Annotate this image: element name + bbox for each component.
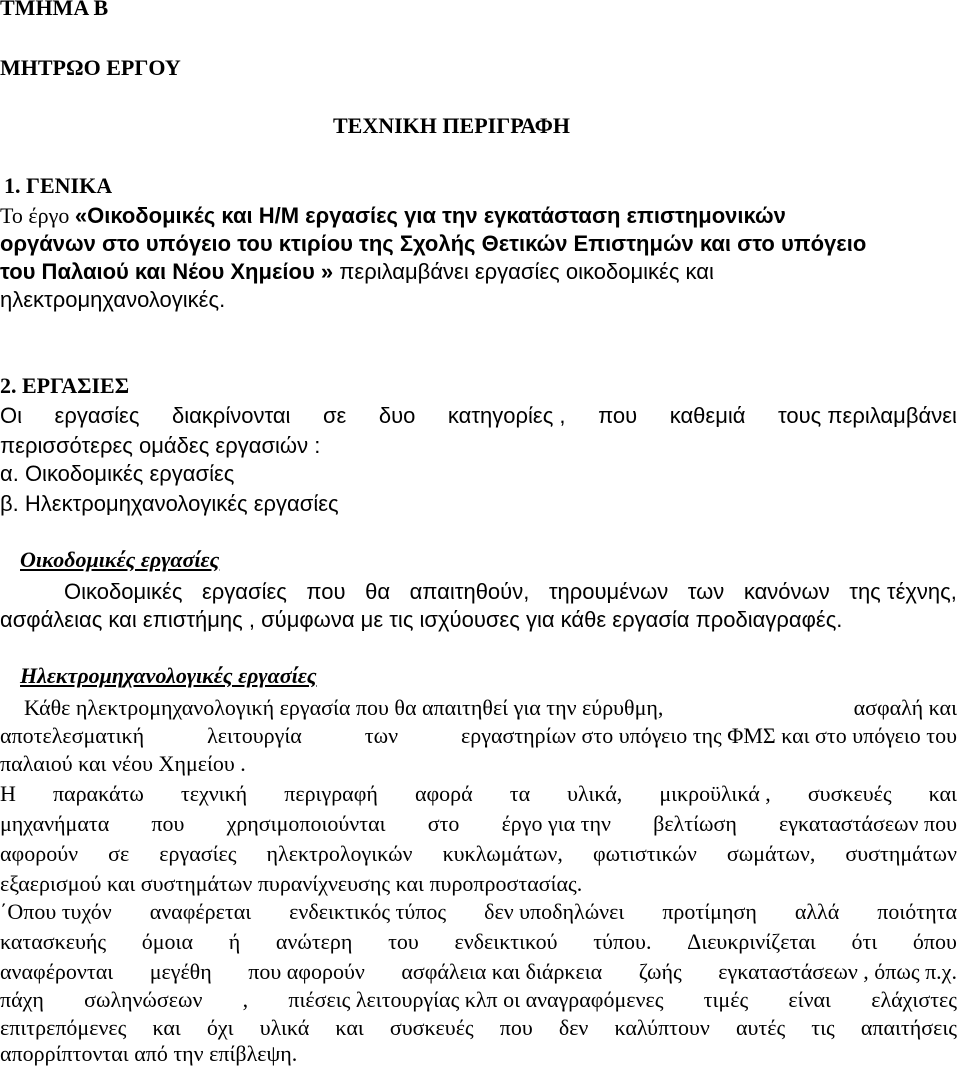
works-heading: 2. ΕΡΓΑΣΙΕΣ bbox=[0, 373, 130, 398]
word: όπου bbox=[912, 929, 957, 954]
word: συστημάτων bbox=[845, 841, 957, 866]
word: αυτές bbox=[735, 1015, 786, 1040]
word: του bbox=[388, 929, 419, 954]
word: τους περιλαμβάνει bbox=[778, 403, 957, 428]
em-p1-line-2 bbox=[0, 722, 957, 750]
word: που bbox=[499, 1015, 533, 1040]
word: όχι bbox=[206, 1015, 234, 1040]
word: εργασίες bbox=[201, 579, 287, 604]
word: ασφαλή και bbox=[853, 695, 957, 720]
word: ελάχιστες bbox=[871, 987, 957, 1012]
word: ενδεικτικός τύπος bbox=[289, 899, 447, 924]
word: είναι bbox=[788, 987, 831, 1012]
word: αναφέρονται bbox=[0, 959, 114, 984]
word: μικροϋλικά , bbox=[659, 781, 771, 806]
project-name-part-1: «Οικοδομικές και Η/Μ εργασίες για την εγκατάσταση επιστημονικών bbox=[74, 203, 786, 228]
building-line-1 bbox=[64, 578, 957, 606]
word: κανόνων bbox=[743, 579, 830, 604]
word: όμοια bbox=[141, 929, 194, 954]
word: βελτίωση bbox=[653, 811, 737, 836]
word: φωτιστικών bbox=[592, 841, 697, 866]
word: και bbox=[152, 1015, 181, 1040]
word: που bbox=[306, 579, 346, 604]
word: Οικοδομικές bbox=[64, 579, 183, 604]
word: ότι bbox=[851, 929, 878, 954]
word: συσκευές bbox=[389, 1015, 474, 1040]
word: έργο για την bbox=[501, 811, 611, 836]
general-line-3-rest: περιλαμβάνει εργασίες οικοδομικές και bbox=[333, 259, 714, 284]
word: απαιτηθούν, bbox=[409, 579, 530, 604]
word: πάχη bbox=[0, 987, 44, 1012]
word: ενδεικτικού bbox=[454, 929, 558, 954]
word: υλικά, bbox=[567, 781, 623, 806]
em-p2-line-4: εξαερισμού και συστημάτων πυρανίχνευσης και πυροπροστασίας. bbox=[0, 871, 583, 896]
word: τεχνική bbox=[180, 781, 248, 806]
word: που αφορούν bbox=[248, 959, 365, 984]
project-name-part-3: του Παλαιού και Νέου Χημείου » bbox=[0, 259, 334, 284]
word: μηχανήματα bbox=[0, 811, 110, 836]
word: κατασκευής bbox=[0, 929, 107, 954]
word: συσκευές bbox=[807, 781, 892, 806]
em-p3-line-1 bbox=[0, 898, 957, 926]
word: απαιτήσεις bbox=[860, 1015, 957, 1040]
word: προτίμηση bbox=[662, 899, 757, 924]
word: της τέχνης, bbox=[849, 579, 957, 604]
em-p3-line-3 bbox=[0, 958, 957, 986]
em-p3-line-4 bbox=[0, 986, 957, 1014]
word: κυκλωμάτων, bbox=[442, 841, 563, 866]
page-title: ΤΕΧΝΙΚΗ ΠΕΡΙΓΡΑΦΗ bbox=[333, 113, 571, 138]
project-name-part-2: οργάνων στο υπόγειο του κτιρίου της Σχολής Θετικών Επιστημών και στο υπόγειο bbox=[0, 231, 867, 256]
word: δεν bbox=[558, 1015, 589, 1040]
word: και bbox=[335, 1015, 364, 1040]
word: ασφάλεια και διάρκεια bbox=[401, 959, 603, 984]
word: τιμές bbox=[703, 987, 749, 1012]
word: εργασίες bbox=[159, 841, 237, 866]
word: θα bbox=[365, 579, 391, 604]
word: αφορά bbox=[414, 781, 473, 806]
building-heading: Οικοδομικές εργασίες bbox=[20, 547, 220, 572]
works-line-2: περισσότερες ομάδες εργασιών : bbox=[0, 433, 321, 458]
word: αποτελεσματική bbox=[0, 723, 145, 748]
word: δεν υποδηλώνει bbox=[484, 899, 625, 924]
word: κατηγορίες , bbox=[447, 403, 566, 428]
word: τα bbox=[509, 781, 531, 806]
word: παρακάτω bbox=[52, 781, 144, 806]
word: χρησιμοποιούνται bbox=[226, 811, 386, 836]
em-p3-line-2 bbox=[0, 928, 957, 956]
word: αναφέρεται bbox=[149, 899, 252, 924]
em-p3-line-5 bbox=[0, 1014, 957, 1042]
word: ποιότητα bbox=[877, 899, 957, 924]
word: μεγέθη bbox=[149, 959, 212, 984]
word: σε bbox=[108, 841, 130, 866]
word: εργασίες bbox=[54, 403, 140, 428]
general-line-1 bbox=[0, 202, 786, 230]
word: στο bbox=[427, 811, 460, 836]
word: Κάθε ηλεκτρομηχανολογική εργασία που θα απαιτηθεί για την εύρυθμη, bbox=[24, 695, 664, 720]
word: πιέσεις λειτουργίας κλπ οι αναγραφόμενες bbox=[288, 987, 664, 1012]
word: και bbox=[928, 781, 957, 806]
em-p2-line-2 bbox=[0, 810, 957, 838]
general-line-3 bbox=[0, 258, 714, 286]
general-intro: Το έργο bbox=[0, 203, 75, 228]
word: αφορούν bbox=[0, 841, 79, 866]
word: σωληνώσεων bbox=[84, 987, 203, 1012]
electromechanical-heading: Ηλεκτρομηχανολογικές εργασίες bbox=[20, 663, 317, 688]
works-item-b: β. Ηλεκτρομηχανολογικές εργασίες bbox=[0, 491, 339, 516]
em-p2-line-1 bbox=[0, 780, 957, 808]
em-p1-line-3: παλαιού και νέου Χημείου . bbox=[0, 751, 246, 776]
word: επιτρεπόμενες bbox=[0, 1015, 127, 1040]
word: εγκαταστάσεων που bbox=[778, 811, 957, 836]
word: , bbox=[242, 987, 249, 1012]
building-line-2: ασφάλειας και επιστήμης , σύμφωνα με τις ισχύουσες για κάθε εργασία προδιαγραφές. bbox=[0, 607, 843, 632]
word: περιγραφή bbox=[284, 781, 378, 806]
em-p3-line-6: απορρίπτονται από την επίβλεψη. bbox=[0, 1041, 298, 1066]
word: εγκαταστάσεων , όπως π.χ. bbox=[718, 959, 957, 984]
word: των bbox=[687, 579, 725, 604]
word: καθεμιά bbox=[669, 403, 746, 428]
registry-label: ΜΗΤΡΩΟ ΕΡΓΟΥ bbox=[0, 55, 181, 80]
word: ηλεκτρολογικών bbox=[266, 841, 413, 866]
word: ανώτερη bbox=[275, 929, 353, 954]
word: σε bbox=[322, 403, 347, 428]
word: ζωής bbox=[638, 959, 682, 984]
word: διακρίνονται bbox=[171, 403, 291, 428]
word: αλλά bbox=[794, 899, 840, 924]
word: τύπου. bbox=[593, 929, 652, 954]
word: τις bbox=[811, 1015, 835, 1040]
word: ΄Οπου τυχόν bbox=[0, 899, 112, 924]
word: Οι bbox=[0, 403, 22, 428]
works-line-1 bbox=[0, 402, 957, 430]
word: σωμάτων, bbox=[726, 841, 816, 866]
general-line-4: ηλεκτρομηχανολογικές. bbox=[0, 287, 226, 312]
word: Η bbox=[0, 781, 16, 806]
em-p2-line-3 bbox=[0, 840, 957, 868]
word: των bbox=[364, 723, 399, 748]
general-heading: 1. ΓΕΝΙΚΑ bbox=[4, 173, 113, 198]
word: εργαστηρίων στο υπόγειο της ΦΜΣ και στο υπόγειο του bbox=[461, 723, 957, 748]
word: υλικά bbox=[259, 1015, 310, 1040]
word: που bbox=[151, 811, 185, 836]
em-p1-line-1 bbox=[24, 694, 957, 722]
word: Διευκρινίζεται bbox=[687, 929, 816, 954]
works-item-a: α. Οικοδομικές εργασίες bbox=[0, 461, 235, 486]
word: τηρουμένων bbox=[548, 579, 669, 604]
word: λειτουργία bbox=[207, 723, 302, 748]
section-label: ΤΜΗΜΑ Β bbox=[0, 0, 109, 20]
word: που bbox=[598, 403, 638, 428]
word: δυο bbox=[378, 403, 416, 428]
word: ή bbox=[228, 929, 241, 954]
word: καλύπτουν bbox=[614, 1015, 710, 1040]
